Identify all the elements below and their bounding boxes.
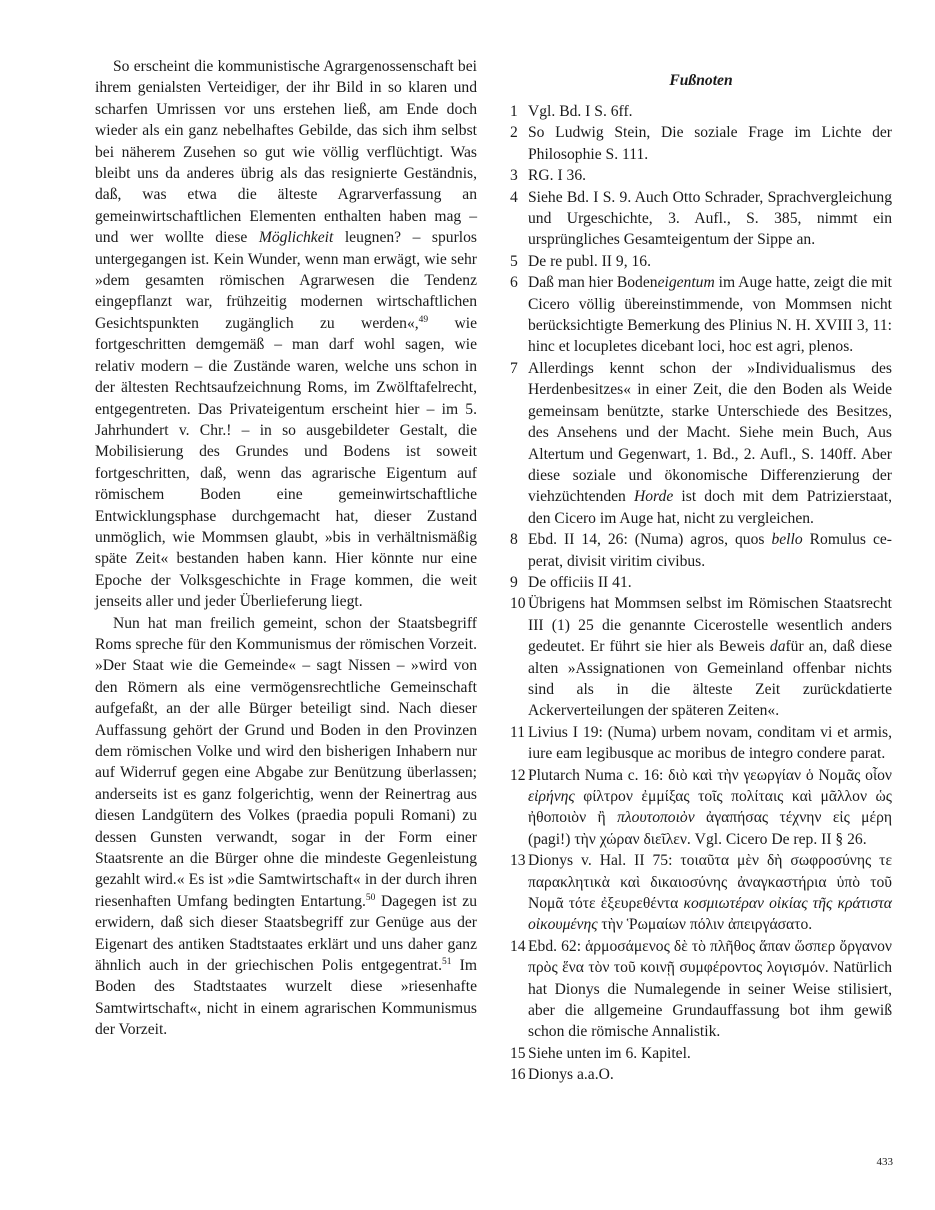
footnote-reference: 49 (418, 314, 429, 325)
footnote-item (510, 850, 892, 936)
footnote-number: 14 (510, 937, 526, 955)
text-run: Ebd. 62: ἁρμοσάμενος δὲ τὸ πλῆθος ἅπαν ὥσπερ ὄργανον πρὸς ἕνα τὸν τοῦ κοινῇ συμφέροντος λογισμόν. Natürlich hat Dionys die Numalegende in seiner Weise stilisiert, aber die allgemeine Grundauffassung bot ihm gewiß schon die römische Annalistik. (528, 937, 892, 1041)
text-run: Siehe Bd. I S. 9. Auch Otto Schrader, Sprachvergleichung und Urgeschichte, 3. Aufl., S. 385, nimmt ein ursprüngliches Gesamteigentum der Sippe an. (528, 188, 892, 249)
footnote-number: 12 (510, 766, 526, 784)
paragraph-1 (95, 56, 477, 613)
footnote-number: 7 (510, 359, 518, 377)
text-run: leugnen? – spurlos untergegangen ist. Kein Wunder, wenn man erwägt, wie sehr »dem gesamten römischen Agrarwesen die Tendenz eingepflanzt war, frühzeitig modernen wirtschaftlichen Gesichtspunkten zugänglich zu werden«, (95, 229, 477, 332)
text-run: Ebd. II 14, 26: (Numa) agros, quos (528, 531, 772, 549)
text-run: So erscheint die kommunistische Agrargenossenschaft bei ihrem genialsten Verteidiger, der ihr Bild in so klaren und scharfen Umrissen vor uns erstehen ließ, am Ende doch wieder als ein ganz nebelhaftes Gebilde, das sich ihm selbst bei näherem Zusehen so gut wie völlig verflüchtigt. Was bleibt uns da anderes übrig als das resignierte Geständnis, daß, was etwa die älteste Agrarverfassung an gemeinwirtschaftlichen Elementen enthalten haben mag – und wer wollte diese (95, 58, 477, 247)
footnote-text (528, 722, 892, 765)
footnote-text (528, 165, 892, 186)
text-run: Plutarch Numa c. 16: διὸ καὶ τὴν γεωργίαν ὁ Νομᾶς οἷον (528, 766, 892, 784)
footnote-number: 8 (510, 531, 518, 549)
text-run: RG. I 36. (528, 167, 587, 185)
footnote-item (510, 122, 892, 165)
footnote-text (528, 765, 892, 851)
italic-text: πλουτοποιὸν (617, 809, 695, 827)
footnote-text (528, 101, 892, 122)
footnote-text (528, 529, 892, 572)
footnotes-heading: Fußnoten (669, 72, 733, 89)
footnote-number: 1 (510, 103, 518, 120)
footnote-text (528, 122, 892, 165)
footnote-item (510, 187, 892, 251)
footnote-item (510, 722, 892, 765)
footnote-item (510, 529, 892, 572)
footnote-number: 5 (510, 252, 518, 270)
text-run: Übrigens hat Mommsen selbst im Römischen Staatsrecht III (1) 25 die genannte Cicerostelle wesentlich anders gedeutet. Er führt sie hier als Beweis (528, 595, 892, 656)
text-run: ἀγαπήσας τέχνην εἰς μέρη (pagi!) τὴν χώραν διεῖλεν. Vgl. Cicero De rep. II § 26. (528, 809, 893, 848)
footnote-reference: 50 (365, 892, 376, 903)
text-run: Dagegen ist zu erwidern, daß sich dieser Staatsbegriff zur Genüge aus der Eigenart des antiken Stadtstaates erklärt und uns daher ganz ähnlich auch in der griechischen Polis entgegentrat. (95, 892, 477, 975)
footnote-text (528, 358, 892, 529)
footnote-text (528, 272, 892, 358)
footnote-text (528, 1043, 892, 1064)
text-run: Siehe unten im 6. Kapitel. (528, 1044, 691, 1062)
footnote-number: 4 (510, 188, 518, 206)
italic-text: eigentum (657, 274, 715, 292)
italic-text: εἰρήνης (528, 788, 575, 805)
footnote-item (510, 765, 892, 851)
text-run: für an, daß diese alten »Assignationen von Gemeinland offenbar nichts sind als in die älteste Zeit zurückdatierte Ackerverteilungen der späteren Zeiten«. (528, 638, 892, 720)
footnote-item (510, 165, 892, 186)
footnote-number: 16 (510, 1066, 526, 1084)
footnote-item (510, 358, 892, 529)
footnote-number: 9 (510, 573, 518, 591)
text-run: De officiis II 41. (528, 573, 632, 591)
text-run: ist doch mit dem Patrizierstaat, den Cicero im Auge hat, nicht zu vergleichen. (528, 488, 892, 527)
italic-text: da (769, 638, 786, 656)
footnote-item (510, 272, 892, 358)
footnote-text (528, 593, 892, 721)
italic-text: κοσμιωτέραν οἰκίας τῆς κράτιστα οἰκουμένης (528, 895, 892, 934)
main-text-column (95, 56, 477, 1041)
footnote-number: 2 (510, 124, 518, 142)
footnote-list (510, 101, 892, 1086)
footnotes-column (510, 70, 892, 1086)
text-run: Romulus ceperat, divisit viritim civibus. (528, 531, 892, 570)
italic-text: Horde (634, 488, 674, 506)
footnote-text (528, 1064, 892, 1085)
footnote-item (510, 251, 892, 272)
footnote-reference: 51 (442, 957, 452, 968)
text-run: wie fortgeschritten demgemäß – man darf wohl sagen, wie relativ modern – die Zustände waren, welche uns schon in der ältesten Rechtsaufzeichnung Roms, im Zwölftafelrecht, entgegentreten. Das Privateigentum erscheint hier – im 5. Jahrhundert v. Chr.! – in so ausgebildeter Gestalt, die Mobilisierung des Grundes und Bodens ist soweit fortgeschritten, daß, wenn das agrarische Eigentum auf römischem Boden eine gemeinwirtschaftliche Entwicklungsphase durchgemacht hat, dieser Zustand unmöglich, wie Mommsen glaubt, »bis in verhältnismäßig späte Zeit« bestanden haben kann. Hier könnte nur eine Epoche der Volksgeschichte in Frage kommen, die weit jenseits aller und jeder Überlieferung liegt. (95, 314, 477, 611)
footnote-item (510, 936, 892, 1043)
text-run: Im Boden des Stadtstaates wurzelt diese »riesenhafte Samtwirtschaft«, nicht in einem agrarischen Kommunismus der Vorzeit. (95, 957, 477, 1039)
footnote-item (510, 1064, 892, 1085)
footnote-number: 13 (510, 852, 526, 870)
footnote-number: 11 (510, 723, 526, 741)
text-run: Daß man hier Boden (528, 274, 658, 292)
footnote-text (528, 850, 892, 936)
text-run: So Ludwig Stein, Die soziale Frage im Lichte der Philosophie S. 111. (528, 124, 892, 163)
text-run: Livius I 19: (Numa) urbem novam, conditam vi et armis, iure eam legibusque ac moribus de integro condere parat. (528, 723, 892, 763)
footnote-text (528, 936, 892, 1043)
footnote-number: 15 (510, 1044, 526, 1062)
footnote-number: 6 (510, 274, 518, 292)
footnote-number: 10 (510, 595, 526, 613)
footnote-item (510, 572, 892, 593)
footnote-text (528, 572, 892, 593)
footnote-text (528, 251, 892, 272)
text-run: τὴν Ῥωμαίων πόλιν ἀπειργάσατο. (597, 916, 813, 934)
text-run: im Auge hatte, zeigt die mit Cicero völlig übereinstimmende, von Mommsen nicht berücksichtigte Bemerkung des Plinius N. H. XVIII 3, 11: hinc et locupletes dicebant loci, hoc est agri, plenos. (528, 274, 892, 356)
text-run: Dionys v. Hal. II 75: τοιαῦτα μὲν δὴ σωφροσύνης τε παρακλητικὰ καὶ δικαιοσύνης ἀναγκαστήρια ὑπὸ τοῦ Νομᾶ τότε ἐξευρεθέντα (528, 852, 892, 913)
footnote-number: 3 (510, 167, 518, 185)
text-run: Vgl. Bd. I S. 6ff. (528, 103, 633, 120)
italic-text: bello (771, 531, 803, 549)
footnote-item (510, 1043, 892, 1064)
footnote-text (528, 187, 892, 251)
italic-text: Möglichkeit (258, 229, 334, 247)
text-run: Nun hat man freilich gemeint, schon der Staatsbegriff Roms spreche für den Kommunismus der römischen Vorzeit. »Der Staat wie die Gemeinde« – sagt Nissen – »wird von den Römern als eine vermögensrechtliche Gemeinschaft aufgefaßt, an der alle Bürger beteiligt sind. Nach dieser Auffassung gehört der Grund und Boden in den Provinzen dem römischen Volke und wird den bisherigen Inhabern nur auf Widerruf gegen eine Abgabe zur Benützung überlassen; anderseits ist es ganz folgerichtig, wenn der Reinertrag aus diesen Landgütern des Volkes (praedia populi Romani) zu dessen Gunsten verwandt, sogar in der Form einer Staatsrente an die Bürger ohne die mindeste Gegenleistung gezahlt wird.« Es ist »die Samtwirtschaft« in der durch ihren riesenhaften Umfang bedingten Entartung. (95, 614, 477, 910)
text-run: Allerdings kennt schon der »Individualismus des Herdenbesitzes« in einer Zeit, die den Boden als Weide gemeinsam benützte, starke Unterschiede des Besitzes, des Ansehens und der Macht. Siehe mein Buch, Aus Altertum und Gegenwart, 1. Bd., 2. Aufl., S. 140ff. Aber diese soziale und ökonomische Differenzierung der viehzüchtenden (528, 359, 892, 506)
text-run: De re publ. II 9, 16. (528, 252, 651, 270)
footnote-item (510, 101, 892, 122)
text-run: Dionys a.a.O. (528, 1066, 614, 1084)
page-number: 433 (876, 1156, 893, 1168)
footnote-item (510, 593, 892, 721)
paragraph-2 (95, 613, 477, 1041)
text-run: φίλτρον ἐμμίξας τοῖς πολίταις καὶ μᾶλλον ὡς ἠθοποιὸν ἢ (528, 788, 892, 827)
